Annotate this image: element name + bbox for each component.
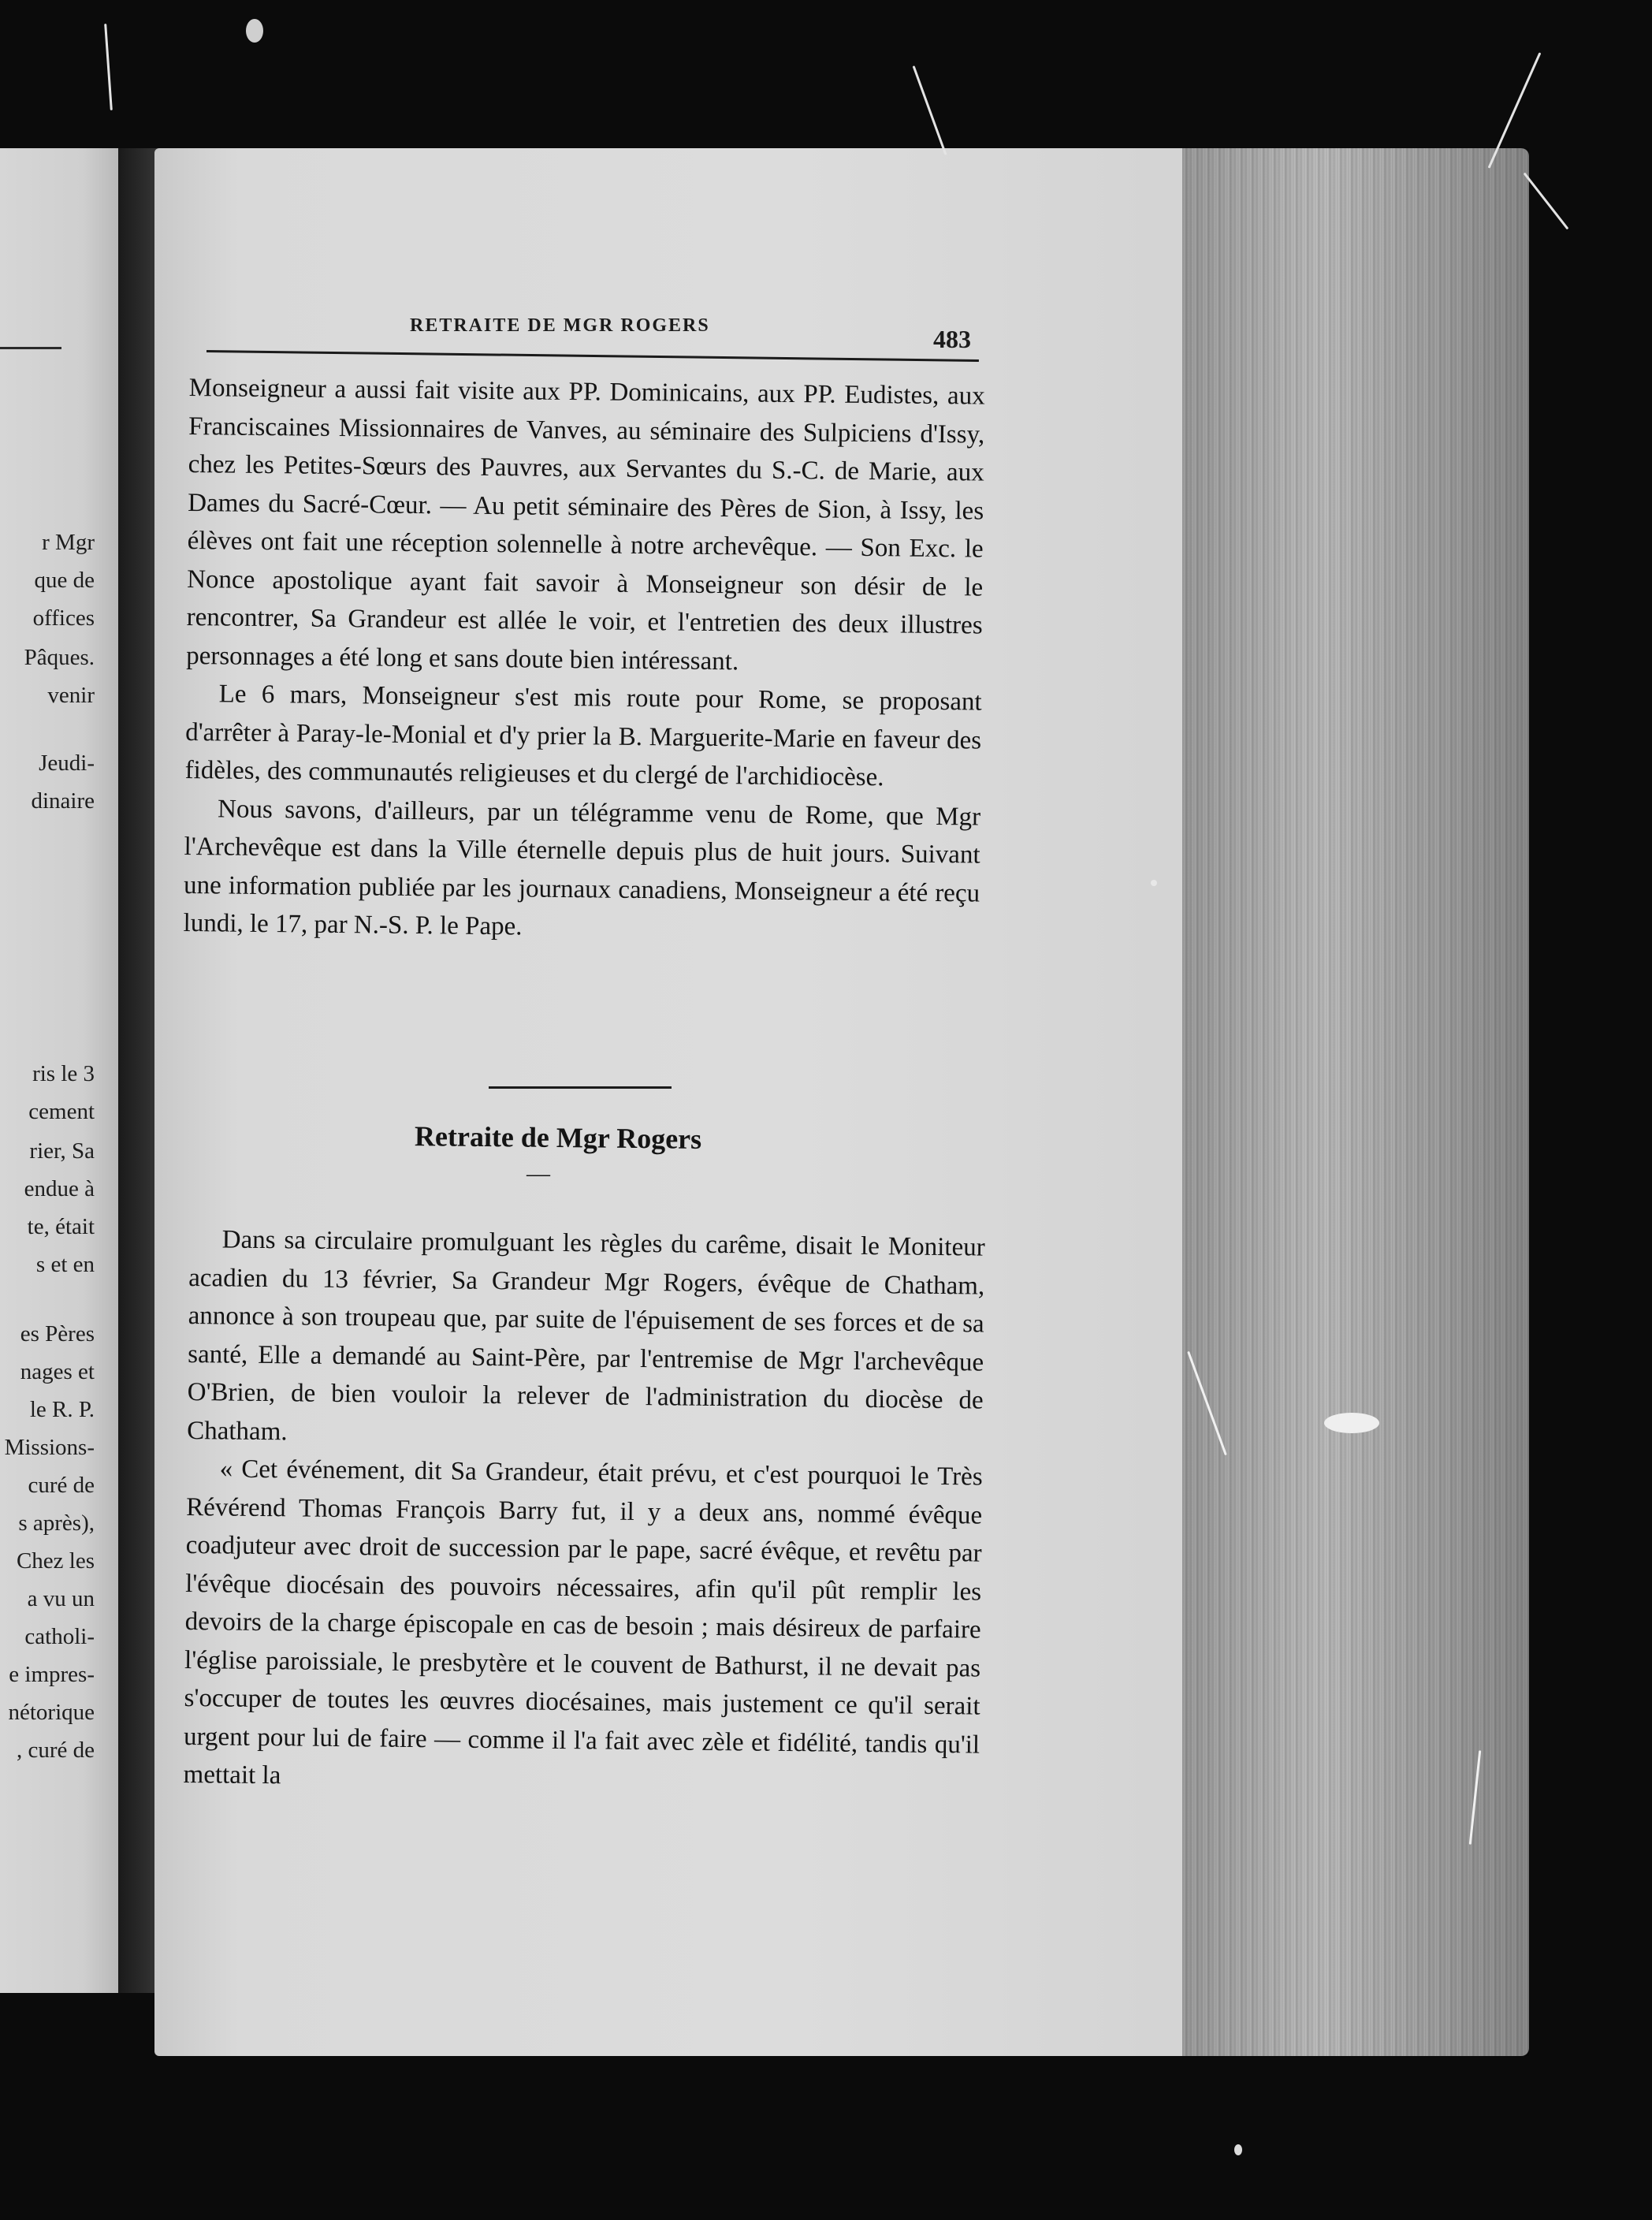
dust-speck: [246, 19, 263, 43]
left-page-line: te, était: [27, 1214, 95, 1239]
dust-speck: [1234, 2144, 1242, 2155]
running-head: RETRAITE DE MGR ROGERS: [410, 315, 710, 336]
left-page-line: Chez les: [16, 1548, 95, 1574]
left-page-line: Jeudi-: [39, 751, 95, 776]
left-page-line: rier, Sa: [29, 1138, 95, 1164]
left-page-line: nages et: [20, 1359, 95, 1384]
left-page-line: es Pères: [20, 1321, 95, 1347]
paragraph: Dans sa circulaire promulguant les règles du carême, disait le Moniteur acadien du 13 février, Sa Grandeur Mgr Rogers, évêque de Chatham, annonce à son troupeau que, par suite de l'épuisement de ses forces et de sa santé, Elle a demandé au Saint-Père, par l'entremise de Mgr l'archevêque O'Brien, de bien vouloir la relever de l'administration du diocèse de Chatham.: [187, 1225, 985, 1446]
paragraph: Monseigneur a aussi fait visite aux PP. Dominicains, aux PP. Eudistes, aux Franciscaines Missionnaires de Vanves, au séminaire des Sulpiciens d'Issy, chez les Petites-Sœurs des Pauvres, aux Servantes du S.-C. de Marie, aux Dames du Sacré-Cœur. — Au petit séminaire des Pères de Sion, à Issy, les élèves ont fait une réception solennelle à notre archevêque. — Son Exc. le Nonce apostolique ayant fait savoir à Monseigneur son désir de le rencontrer, Sa Grandeur est allée le voir, et l'entretien des deux illustres personnages a été long et sans doute bien intéressant.: [186, 373, 985, 676]
left-page-line: endue à: [24, 1176, 95, 1201]
left-page-line: e impres-: [9, 1662, 95, 1687]
left-page-line: le R. P.: [29, 1397, 95, 1422]
film-scratch: [1524, 173, 1569, 230]
left-page-line: , curé de: [16, 1738, 95, 1763]
left-page-line: s et en: [35, 1252, 95, 1277]
left-page-line: a vu un: [27, 1586, 95, 1611]
dust-speck: [1324, 1413, 1379, 1433]
left-page-line: cement: [28, 1099, 95, 1124]
left-page-line: s après),: [18, 1510, 95, 1536]
left-page-line: venir: [47, 683, 95, 708]
left-page-line: dinaire: [31, 788, 95, 814]
left-page-line: r Mgr: [42, 530, 95, 555]
paragraph: Le 6 mars, Monseigneur s'est mis route pour Rome, se proposant d'arrêter à Paray-le-Monial et d'y prier la B. Marguerite-Marie en faveur des fidèles, des communautés religieuses et du clergé de l'archidiocèse.: [184, 680, 982, 792]
left-page-line: curé de: [28, 1473, 95, 1498]
section-title: Retraite de Mgr Rogers: [414, 1120, 702, 1155]
paragraph: « Cet événement, dit Sa Grandeur, était prévu, et c'est pourquoi le Très Révérend Thomas François Barry fut, il y a deux ans, nommé évêque coadjuteur avec droit de succession par le pape, sacré évêque, et revêtu par l'évêque diocésain des pouvoirs nécessaires, afin qu'il pût remplir les devoirs de la charge épiscopale en cas de besoin ; mais désireux de parfaire l'église paroissiale, le presbytère et le couvent de Bathurst, il ne devait pas s'occuper de toutes les œuvres diocésaines, mais justement ce qu'il serait urgent pour lui de faire — comme il l'a fait avec zèle et fidélité, tandis qu'il mettait la: [183, 1455, 983, 1790]
title-dash: —: [526, 1160, 550, 1186]
left-page-line: que de: [34, 568, 95, 593]
section-separator: [489, 1086, 672, 1089]
page-number: 483: [933, 325, 971, 353]
left-page-line: ris le 3: [32, 1061, 95, 1086]
left-page-line: offices: [32, 605, 95, 631]
dust-speck: [1151, 880, 1157, 886]
left-page-line: nétorique: [8, 1700, 95, 1725]
body-text-top: [183, 369, 985, 951]
left-page-rule: [0, 347, 61, 349]
left-page-line: Missions-: [4, 1435, 95, 1460]
film-scratch: [104, 24, 113, 110]
left-page-line: Pâques.: [24, 645, 95, 670]
film-scratch: [913, 65, 947, 155]
left-page-line: catholi-: [24, 1624, 95, 1649]
paragraph: Nous savons, d'ailleurs, par un télégramme venu de Rome, que Mgr l'Archevêque est dans la Ville éternelle depuis plus de huit jours. Suivant une information publiée par les journaux canadiens, Monseigneur a été reçu lundi, le 17, par N.-S. P. le Pape.: [183, 794, 981, 941]
body-text-bottom: [183, 1220, 985, 1802]
